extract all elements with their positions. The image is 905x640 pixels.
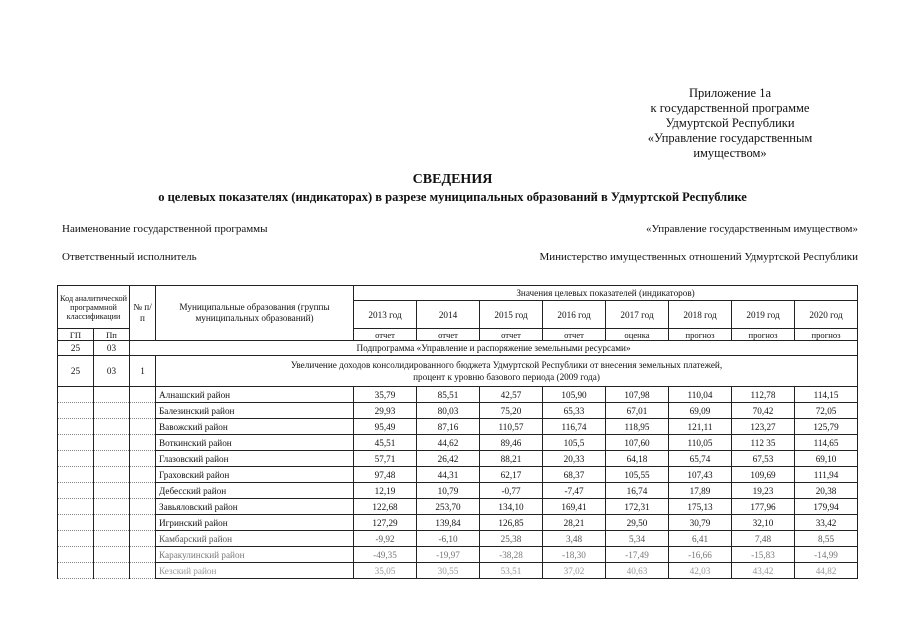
header-year: 2020 год — [795, 301, 858, 329]
value-cell: 95,49 — [354, 419, 417, 435]
header-year: 2016 год — [543, 301, 606, 329]
value-cell: 25,38 — [480, 531, 543, 547]
value-cell: 45,51 — [354, 435, 417, 451]
program-value: «Управление государственным имуществом» — [645, 223, 858, 235]
value-cell: 179,94 — [795, 499, 858, 515]
empty-cell — [94, 435, 130, 451]
empty-cell — [130, 403, 156, 419]
value-cell: 37,02 — [543, 563, 606, 579]
title-main: СВЕДЕНИЯ — [412, 172, 493, 187]
value-cell: 169,41 — [543, 499, 606, 515]
cell-gp: 25 — [58, 356, 94, 387]
value-cell: 67,53 — [732, 451, 795, 467]
table-row — [58, 467, 858, 483]
value-cell: 67,01 — [606, 403, 669, 419]
empty-cell — [130, 563, 156, 579]
empty-cell — [58, 419, 94, 435]
cell-pp: 03 — [94, 356, 130, 387]
municipality-name: Вавожский район — [156, 419, 354, 435]
empty-cell — [94, 419, 130, 435]
table-row — [58, 531, 858, 547]
empty-cell — [58, 531, 94, 547]
municipality-rows — [58, 387, 858, 579]
header-status: отчет — [543, 329, 606, 341]
value-cell: 123,27 — [732, 419, 795, 435]
value-cell: 107,43 — [669, 467, 732, 483]
table-row — [58, 515, 858, 531]
value-cell: 5,34 — [606, 531, 669, 547]
value-cell: 53,51 — [480, 563, 543, 579]
value-cell: 64,18 — [606, 451, 669, 467]
subprogram-title: Подпрограмма «Управление и распоряжение земельными ресурсами» — [130, 341, 858, 356]
header-year: 2018 год — [669, 301, 732, 329]
empty-cell — [94, 547, 130, 563]
value-cell: 44,31 — [417, 467, 480, 483]
municipality-name: Граховский район — [156, 467, 354, 483]
empty-cell — [94, 515, 130, 531]
header-status: прогноз — [732, 329, 795, 341]
value-cell: 20,38 — [795, 483, 858, 499]
header-year: 2017 год — [606, 301, 669, 329]
appendix-line: «Управление государственным — [647, 131, 813, 145]
value-cell: 12,19 — [354, 483, 417, 499]
indicator-line: Увеличение доходов консолидированного бюджета Удмуртской Республики от внесения земельных платежей, — [290, 360, 723, 370]
empty-cell — [58, 435, 94, 451]
empty-cell — [94, 403, 130, 419]
value-cell: -0,77 — [480, 483, 543, 499]
municipality-name: Дебесский район — [156, 483, 354, 499]
empty-cell — [130, 515, 156, 531]
value-cell: 16,74 — [606, 483, 669, 499]
header-status: отчет — [354, 329, 417, 341]
value-cell: 87,16 — [417, 419, 480, 435]
subprogram-row — [58, 341, 858, 356]
table-row — [58, 547, 858, 563]
value-cell: 42,03 — [669, 563, 732, 579]
value-cell: 75,20 — [480, 403, 543, 419]
value-cell: 121,11 — [669, 419, 732, 435]
header-year: 2019 год — [732, 301, 795, 329]
header-year: 2014 — [417, 301, 480, 329]
empty-cell — [94, 563, 130, 579]
header-code: Код аналитической программной классификации — [58, 286, 130, 329]
header-gp: ГП — [58, 329, 94, 341]
cell-num: 1 — [130, 356, 156, 387]
value-cell: 139,84 — [417, 515, 480, 531]
value-cell: 105,5 — [543, 435, 606, 451]
header-municipality: Муниципальные образования (группы муниципальных образований) — [156, 286, 354, 341]
value-cell: 125,79 — [795, 419, 858, 435]
value-cell: 29,50 — [606, 515, 669, 531]
empty-cell — [130, 499, 156, 515]
empty-cell — [130, 467, 156, 483]
value-cell: 89,46 — [480, 435, 543, 451]
table-header — [58, 286, 858, 341]
value-cell: -7,47 — [543, 483, 606, 499]
indicators-table — [57, 285, 858, 579]
value-cell: 3,48 — [543, 531, 606, 547]
empty-cell — [58, 483, 94, 499]
value-cell: 19,23 — [732, 483, 795, 499]
municipality-name: Алнашский район — [156, 387, 354, 403]
municipality-name: Завьяловский район — [156, 499, 354, 515]
empty-cell — [58, 451, 94, 467]
header-num: № п/п — [130, 286, 156, 341]
value-cell: 107,60 — [606, 435, 669, 451]
municipality-name: Камбарский район — [156, 531, 354, 547]
table-body — [58, 341, 858, 387]
executor-row — [62, 251, 858, 263]
program-row — [62, 223, 858, 235]
empty-cell — [94, 451, 130, 467]
value-cell: -17,49 — [606, 547, 669, 563]
empty-cell — [130, 451, 156, 467]
empty-cell — [58, 387, 94, 403]
value-cell: 26,42 — [417, 451, 480, 467]
value-cell: 62,17 — [480, 467, 543, 483]
value-cell: 110,04 — [669, 387, 732, 403]
indicator-line: процент к уровню базового периода (2009 года) — [413, 372, 600, 382]
value-cell: -18,30 — [543, 547, 606, 563]
appendix-line: к государственной программе — [650, 101, 810, 115]
empty-cell — [58, 515, 94, 531]
value-cell: 29,93 — [354, 403, 417, 419]
empty-cell — [94, 483, 130, 499]
value-cell: 57,71 — [354, 451, 417, 467]
value-cell: 42,57 — [480, 387, 543, 403]
value-cell: 65,74 — [669, 451, 732, 467]
value-cell: 44,62 — [417, 435, 480, 451]
executor-value: Министерство имущественных отношений Удмуртской Республики — [539, 251, 858, 263]
header-year: 2015 год — [480, 301, 543, 329]
empty-cell — [130, 547, 156, 563]
table-row — [58, 483, 858, 499]
empty-cell — [94, 531, 130, 547]
empty-cell — [94, 387, 130, 403]
value-cell: 69,10 — [795, 451, 858, 467]
municipality-name: Балезинский район — [156, 403, 354, 419]
value-cell: 8,55 — [795, 531, 858, 547]
value-cell: 10,79 — [417, 483, 480, 499]
header-status: отчет — [417, 329, 480, 341]
empty-cell — [58, 563, 94, 579]
value-cell: 126,85 — [480, 515, 543, 531]
value-cell: -19,97 — [417, 547, 480, 563]
empty-cell — [58, 403, 94, 419]
empty-cell — [58, 499, 94, 515]
value-cell: 253,70 — [417, 499, 480, 515]
header-status: прогноз — [669, 329, 732, 341]
value-cell: 40,63 — [606, 563, 669, 579]
value-cell: 32,10 — [732, 515, 795, 531]
title-sub: о целевых показателях (индикаторах) в разрезе муниципальных образований в Удмуртской Республике — [158, 190, 747, 204]
value-cell: 20,33 — [543, 451, 606, 467]
value-cell: 122,68 — [354, 499, 417, 515]
value-cell: 30,79 — [669, 515, 732, 531]
municipality-name: Игринский район — [156, 515, 354, 531]
header-status: отчет — [480, 329, 543, 341]
value-cell: 116,74 — [543, 419, 606, 435]
value-cell: 97,48 — [354, 467, 417, 483]
value-cell: 110,57 — [480, 419, 543, 435]
value-cell: 88,21 — [480, 451, 543, 467]
empty-cell — [94, 499, 130, 515]
value-cell: 7,48 — [732, 531, 795, 547]
header-values-group: Значения целевых показателей (индикаторов) — [354, 286, 858, 301]
municipality-name: Каракулинский район — [156, 547, 354, 563]
municipality-name: Воткинский район — [156, 435, 354, 451]
value-cell: -49,35 — [354, 547, 417, 563]
value-cell: 28,21 — [543, 515, 606, 531]
appendix-line: имуществом» — [693, 146, 767, 160]
executor-label: Ответственный исполнитель — [62, 251, 197, 263]
value-cell: 35,79 — [354, 387, 417, 403]
value-cell: 68,37 — [543, 467, 606, 483]
value-cell: -15,83 — [732, 547, 795, 563]
value-cell: 134,10 — [480, 499, 543, 515]
value-cell: -6,10 — [417, 531, 480, 547]
value-cell: 43,42 — [732, 563, 795, 579]
value-cell: 70,42 — [732, 403, 795, 419]
value-cell: 112 35 — [732, 435, 795, 451]
appendix-line: Приложение 1а — [688, 86, 771, 100]
empty-cell — [130, 435, 156, 451]
empty-cell — [130, 387, 156, 403]
value-cell: 44,82 — [795, 563, 858, 579]
cell-pp: 03 — [94, 341, 130, 356]
empty-cell — [94, 467, 130, 483]
value-cell: 105,55 — [606, 467, 669, 483]
table-row — [58, 403, 858, 419]
header-status: прогноз — [795, 329, 858, 341]
appendix-line: Удмуртской Республики — [665, 116, 795, 130]
value-cell: 105,90 — [543, 387, 606, 403]
value-cell: 30,55 — [417, 563, 480, 579]
municipality-name: Глазовский район — [156, 451, 354, 467]
empty-cell — [130, 419, 156, 435]
header-pp: Пп — [94, 329, 130, 341]
value-cell: 114,15 — [795, 387, 858, 403]
table-row — [58, 563, 858, 579]
value-cell: -16,66 — [669, 547, 732, 563]
value-cell: 109,69 — [732, 467, 795, 483]
value-cell: 111,94 — [795, 467, 858, 483]
value-cell: 85,51 — [417, 387, 480, 403]
value-cell: 33,42 — [795, 515, 858, 531]
value-cell: 17,89 — [669, 483, 732, 499]
appendix-caption — [560, 86, 900, 161]
program-label: Наименование государственной программы — [62, 223, 268, 235]
cell-gp: 25 — [58, 341, 94, 356]
value-cell: 127,29 — [354, 515, 417, 531]
document-title — [0, 172, 905, 205]
value-cell: 69,09 — [669, 403, 732, 419]
value-cell: 65,33 — [543, 403, 606, 419]
empty-cell — [58, 467, 94, 483]
value-cell: 107,98 — [606, 387, 669, 403]
value-cell: 172,31 — [606, 499, 669, 515]
value-cell: 177,96 — [732, 499, 795, 515]
indicator-row — [58, 356, 858, 387]
empty-cell — [58, 547, 94, 563]
table-row — [58, 419, 858, 435]
indicator-title — [156, 356, 858, 387]
value-cell: 112,78 — [732, 387, 795, 403]
empty-cell — [130, 483, 156, 499]
value-cell: 35,05 — [354, 563, 417, 579]
value-cell: 110,05 — [669, 435, 732, 451]
table-row — [58, 435, 858, 451]
table-row — [58, 451, 858, 467]
value-cell: 80,03 — [417, 403, 480, 419]
value-cell: 114,65 — [795, 435, 858, 451]
empty-cell — [130, 531, 156, 547]
value-cell: 6,41 — [669, 531, 732, 547]
header-year: 2013 год — [354, 301, 417, 329]
value-cell: 175,13 — [669, 499, 732, 515]
value-cell: -38,28 — [480, 547, 543, 563]
header-status: оценка — [606, 329, 669, 341]
table-row — [58, 499, 858, 515]
table-row — [58, 387, 858, 403]
value-cell: -14,99 — [795, 547, 858, 563]
value-cell: -9,92 — [354, 531, 417, 547]
value-cell: 72,05 — [795, 403, 858, 419]
municipality-name: Кезский район — [156, 563, 354, 579]
value-cell: 118,95 — [606, 419, 669, 435]
